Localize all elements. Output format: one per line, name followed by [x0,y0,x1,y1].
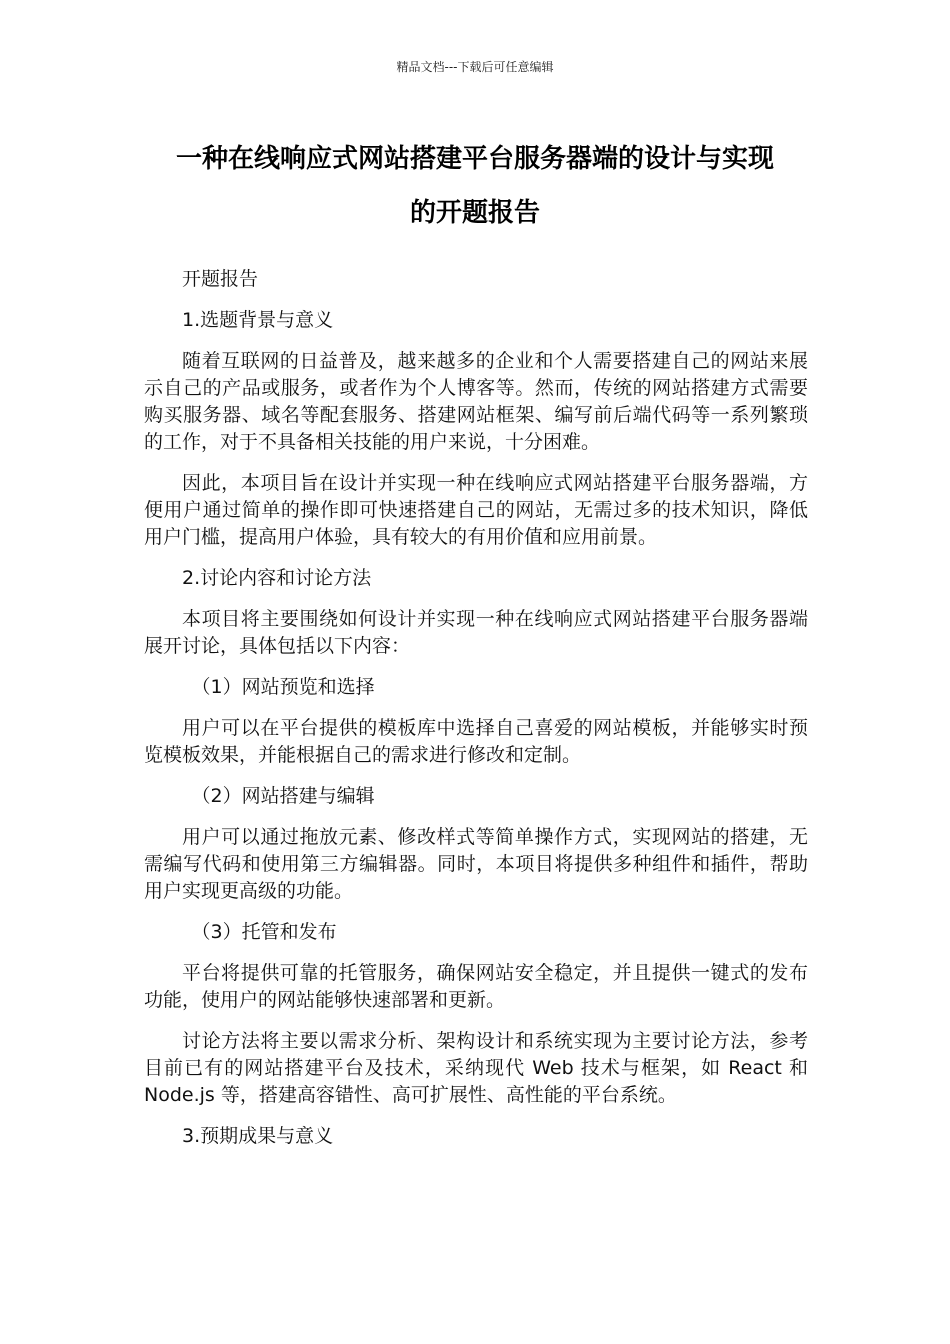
subheading-3: （3）托管和发布 [191,921,337,943]
intro-label: 开题报告 [182,268,259,290]
title-line-1: 一种在线响应式网站搭建平台服务器端的设计与实现 [175,144,774,174]
paragraph-7: 讨论方法将主要以需求分析、架构设计和系统实现为主要讨论方法，参考目前已有的网站搭建平台及技术，采纳现代 Web 技术与框架，如 React 和 Node.js 等，搭建高容错性、高可扩展性、高性能的平台系统。 [144,1030,808,1106]
paragraph-4: 用户可以在平台提供的模板库中选择自己喜爱的网站模板，并能够实时预览模板效果，并能根据自己的需求进行修改和定制。 [144,717,808,766]
section-heading-3: 3.预期成果与意义 [182,1125,334,1147]
document-body [144,266,808,1164]
title-line-2: 的开题报告 [409,198,540,228]
page-header: 精品文档---下载后可任意编辑 [396,60,554,74]
subheading-2: （2）网站搭建与编辑 [191,785,375,807]
paragraph-6: 平台将提供可靠的托管服务，确保网站安全稳定，并且提供一键式的发布功能，使用户的网站能够快速部署和更新。 [144,962,808,1011]
paragraph-2: 因此，本项目旨在设计并实现一种在线响应式网站搭建平台服务器端，方便用户通过简单的操作即可快速搭建自己的网站，无需过多的技术知识，降低用户门槛，提高用户体验，具有较大的有用价值和应用前景。 [144,472,808,548]
section-heading-1: 1.选题背景与意义 [182,309,334,331]
section-heading-2: 2.讨论内容和讨论方法 [182,567,372,589]
document-title [130,132,820,240]
paragraph-3: 本项目将主要围绕如何设计并实现一种在线响应式网站搭建平台服务器端展开讨论，具体包括以下内容： [144,608,808,657]
paragraph-5: 用户可以通过拖放元素、修改样式等简单操作方式，实现网站的搭建，无需编写代码和使用第三方编辑器。同时，本项目将提供多种组件和插件，帮助用户实现更高级的功能。 [144,826,808,902]
paragraph-1: 随着互联网的日益普及，越来越多的企业和个人需要搭建自己的网站来展示自己的产品或服务，或者作为个人博客等。然而，传统的网站搭建方式需要购买服务器、域名等配套服务、搭建网站框架、编写前后端代码等一系列繁琐的工作，对于不具备相关技能的用户来说，十分困难。 [144,350,808,453]
subheading-1: （1）网站预览和选择 [191,676,375,698]
